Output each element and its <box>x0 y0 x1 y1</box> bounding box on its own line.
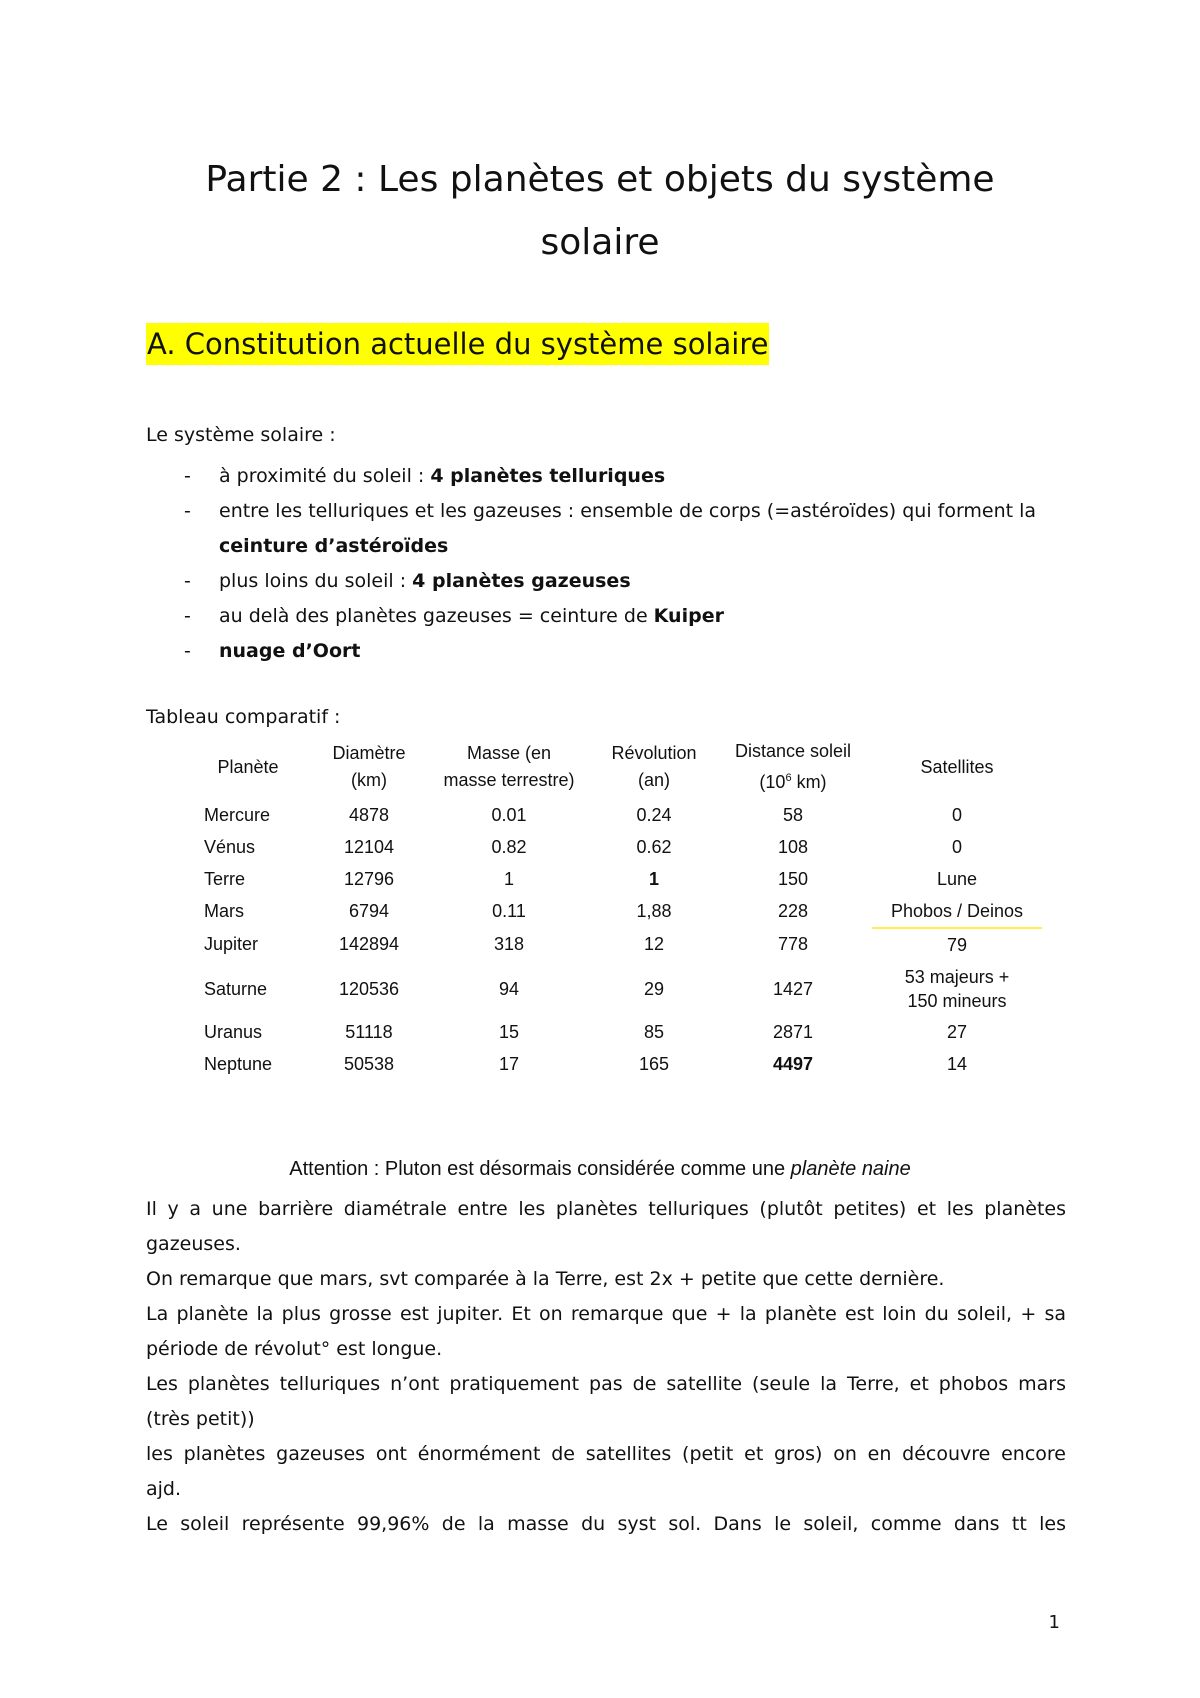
cell-diameter: 6794 <box>348 901 390 921</box>
paragraph-line: gazeuses. <box>146 1233 241 1255</box>
cell-satellites: 79 <box>946 934 968 955</box>
cell-satellites: 0 <box>951 836 962 857</box>
page-number: 1 <box>1048 1612 1060 1633</box>
cell-mass: 94 <box>498 978 520 999</box>
bullet-item: - nuage d’Oort <box>146 634 1066 669</box>
cell-revolution: 1,88 <box>636 901 672 921</box>
cell-satellites: 53 majeurs + 150 mineurs <box>904 966 1010 1011</box>
cell-mass: 15 <box>498 1021 520 1042</box>
cell-satellites: Lune <box>936 868 978 889</box>
header-mass: Masse (en masse terrestre) <box>443 743 575 790</box>
cell-planet: Mercure <box>204 804 271 825</box>
cell-distance: 108 <box>777 836 809 857</box>
header-distance: Distance soleil ($10^6$ km) <box>734 741 852 792</box>
cell-planet: Neptune <box>204 1053 273 1074</box>
cell-mass: 318 <box>493 934 525 954</box>
title-line-2: solaire <box>540 222 660 263</box>
page-title <box>0 148 1200 274</box>
cell-distance: 2871 <box>772 1021 814 1042</box>
cell-revolution: 1 <box>648 868 659 889</box>
table-row <box>182 961 1042 1016</box>
bullet-item: - plus loins du soleil : 4 planètes gazeuses <box>146 564 1066 599</box>
cell-planet: Mars <box>204 901 244 921</box>
table-header-row <box>182 735 1042 799</box>
table-label: Tableau comparatif : <box>146 706 341 728</box>
paragraph-line: Le soleil représente 99,96% de la masse du syst sol. Dans le soleil, comme dans tt les <box>146 1513 1066 1535</box>
cell-planet: Vénus <box>204 836 256 857</box>
cell-diameter: 120536 <box>338 978 400 999</box>
planets-comparison-table <box>182 735 1042 1080</box>
cell-revolution: 0.62 <box>636 836 672 857</box>
table-row <box>182 831 1042 863</box>
cell-distance: 1427 <box>772 978 814 999</box>
bullet-dash: - <box>184 605 191 627</box>
attention-note: Attention : Pluton est désormais considérée comme une planète naine <box>289 1158 911 1180</box>
cell-revolution: 85 <box>643 1021 665 1042</box>
cell-mass: 0.11 <box>492 901 526 921</box>
cell-distance: 150 <box>777 868 809 889</box>
cell-distance: 778 <box>777 934 809 954</box>
header-diameter: Diamètre (km) <box>332 743 406 790</box>
header-satellites: Satellites <box>920 756 994 777</box>
cell-diameter: 12796 <box>343 868 395 889</box>
paragraph-line: période de révolut° est longue. <box>146 1338 443 1360</box>
cell-satellites: 0 <box>951 804 962 825</box>
paragraph-line: ajd. <box>146 1478 182 1500</box>
cell-distance: 58 <box>782 804 804 825</box>
paragraph-line: On remarque que mars, svt comparée à la Terre, est 2x + petite que cette dernière. <box>146 1268 945 1290</box>
cell-diameter: 12104 <box>343 836 395 857</box>
bullet-item: - entre les telluriques et les gazeuses : ensemble de corps (=astéroïdes) qui forment la ceinture d’astéroïdes <box>146 494 1066 564</box>
bullet-item: - à proximité du soleil : 4 planètes telluriques <box>146 459 1066 494</box>
bullet-dash: - <box>184 640 191 662</box>
cell-mass: 1 <box>503 868 514 889</box>
table-row <box>182 1016 1042 1048</box>
bullet-dash: - <box>184 465 191 487</box>
table-row <box>182 799 1042 831</box>
paragraph-line: (très petit)) <box>146 1408 255 1430</box>
title-line-1: Partie 2 : Les planètes et objets du système <box>205 159 995 200</box>
header-revolution: Révolution (an) <box>611 743 697 790</box>
bullet-list <box>146 459 1066 669</box>
bullet-item: - au delà des planètes gazeuses = ceinture de Kuiper <box>146 599 1066 634</box>
cell-mass: 17 <box>498 1053 520 1074</box>
paragraph-line: La planète la plus grosse est jupiter. Et on remarque que + la planète est loin du soleil, + sa <box>146 1303 1066 1325</box>
cell-distance: 228 <box>777 901 809 921</box>
intro-text: Le système solaire : <box>146 424 336 446</box>
cell-mass: 0.01 <box>491 804 527 825</box>
cell-distance: 4497 <box>772 1053 814 1074</box>
cell-revolution: 12 <box>643 934 665 954</box>
cell-revolution: 29 <box>643 978 665 999</box>
cell-revolution: 165 <box>638 1053 670 1074</box>
cell-planet: Jupiter <box>204 934 259 954</box>
cell-planet: Uranus <box>204 1021 263 1042</box>
bullet-dash: - <box>184 570 191 592</box>
cell-diameter: 51118 <box>345 1021 393 1042</box>
cell-diameter: 4878 <box>348 804 390 825</box>
section-heading-a: A. Constitution actuelle du système solaire <box>146 323 769 365</box>
cell-satellites: 14 <box>946 1053 968 1074</box>
paragraph-line: Les planètes telluriques n’ont pratiquement pas de satellite (seule la Terre, et phobos mars <box>146 1373 1066 1395</box>
table-row <box>182 1048 1042 1080</box>
cell-mass: 0.82 <box>491 836 527 857</box>
table-row <box>182 863 1042 895</box>
bullet-dash: - <box>184 500 191 522</box>
cell-diameter: 142894 <box>338 934 400 954</box>
cell-planet: Saturne <box>204 978 268 999</box>
cell-planet: Terre <box>204 868 246 889</box>
paragraph-line: les planètes gazeuses ont énormément de satellites (petit et gros) on en découvre encore <box>146 1443 1066 1465</box>
cell-revolution: 0.24 <box>636 804 672 825</box>
cell-satellites: 27 <box>946 1021 968 1042</box>
table-row <box>182 895 1042 928</box>
table-row <box>182 928 1042 961</box>
paragraph-line: Il y a une barrière diamétrale entre les planètes telluriques (plutôt petites) et les planètes <box>146 1198 1066 1220</box>
cell-satellites: Phobos / Deinos <box>872 895 1042 928</box>
body-paragraphs <box>146 1192 1066 1542</box>
cell-diameter: 50538 <box>343 1053 395 1074</box>
header-planet: Planète <box>217 756 279 777</box>
